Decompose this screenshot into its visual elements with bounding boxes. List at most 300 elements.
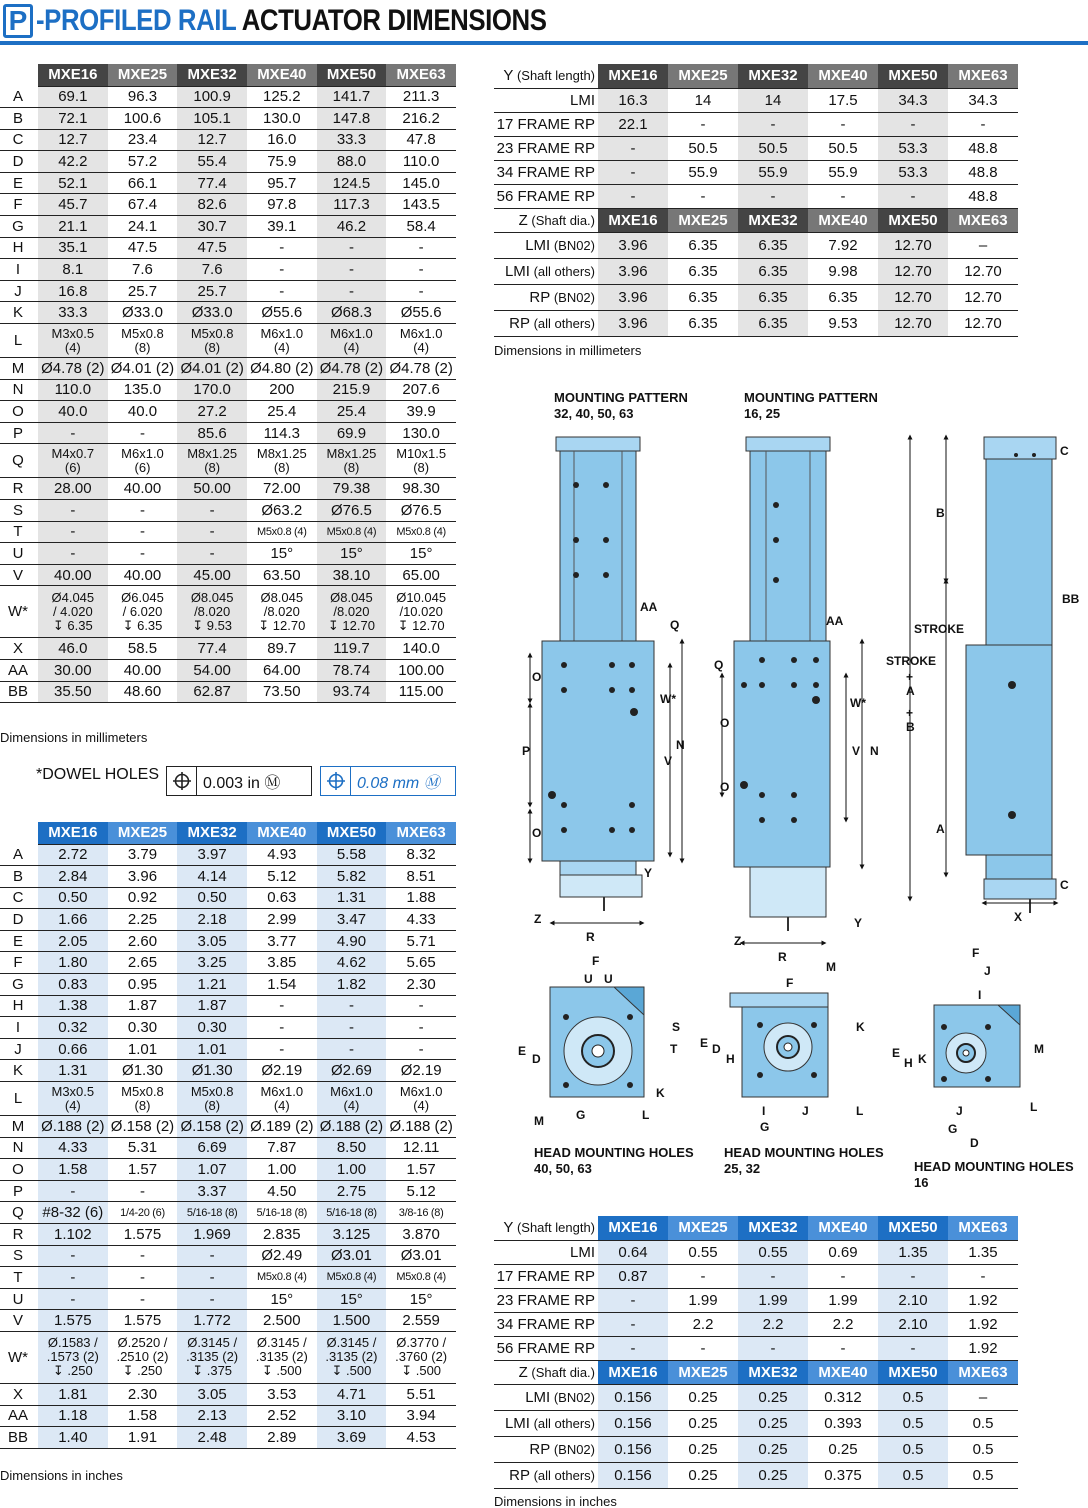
table-cell: 0.50 bbox=[38, 887, 108, 909]
table-cell: - bbox=[177, 521, 247, 543]
table-cell: T bbox=[0, 521, 38, 543]
table-cell: 1.92 bbox=[948, 1288, 1018, 1312]
corner-cell bbox=[0, 64, 38, 86]
table-cell: 0.55 bbox=[738, 1240, 808, 1264]
row-label bbox=[494, 1462, 598, 1488]
table-cell: 55.9 bbox=[738, 160, 808, 184]
table-cell: K bbox=[0, 302, 38, 324]
header-cell: MXE25 bbox=[668, 1360, 738, 1384]
table-cell: M5x0.8 (4) bbox=[386, 1267, 456, 1289]
table-cell: I bbox=[0, 1017, 38, 1039]
table-cell: G bbox=[0, 974, 38, 996]
table-cell: - bbox=[948, 1264, 1018, 1288]
table-cell: 56 FRAME RP bbox=[494, 184, 598, 208]
table-cell: - bbox=[108, 1288, 178, 1310]
table-cell: Ø63.2 bbox=[247, 500, 317, 522]
table-cell: 1.99 bbox=[738, 1288, 808, 1312]
table-cell: - bbox=[177, 1245, 247, 1267]
table-cell: 5.65 bbox=[386, 952, 456, 974]
table-cell: 48.8 bbox=[948, 136, 1018, 160]
tol-in-text: 0.003 in bbox=[203, 774, 260, 792]
table-cell: 38.10 bbox=[317, 564, 387, 586]
table-cell: 1.92 bbox=[948, 1336, 1018, 1360]
table-cell: 6.69 bbox=[177, 1137, 247, 1159]
table-cell: 2.2 bbox=[808, 1312, 878, 1336]
table-cell: LMI bbox=[494, 88, 598, 112]
table-cell: 216.2 bbox=[386, 108, 456, 130]
table-cell: 5.12 bbox=[247, 866, 317, 888]
table-cell: - bbox=[38, 1267, 108, 1289]
table-cell: 97.8 bbox=[247, 194, 317, 216]
table-row bbox=[494, 1312, 1018, 1336]
table-cell: M5x0.8 (4) bbox=[247, 1267, 317, 1289]
row-label bbox=[494, 1360, 598, 1384]
table-cell: 16.8 bbox=[38, 280, 108, 302]
table-cell: F bbox=[0, 194, 38, 216]
table-cell: 40.00 bbox=[108, 564, 178, 586]
table-cell: 15° bbox=[317, 543, 387, 565]
table-cell: - bbox=[878, 112, 948, 136]
table-cell: 12.70 bbox=[878, 232, 948, 258]
table-cell: 23.4 bbox=[108, 129, 178, 151]
table-cell: 4.62 bbox=[317, 952, 387, 974]
label-stroke: STROKE bbox=[914, 622, 965, 636]
label-q-1: Q bbox=[670, 618, 680, 632]
table-row bbox=[0, 379, 456, 401]
tolerance-frame-in bbox=[166, 766, 312, 796]
table-cell: 40.00 bbox=[108, 478, 178, 500]
header-cell: MXE25 bbox=[668, 1216, 738, 1240]
table-cell: 1.82 bbox=[317, 974, 387, 996]
table-cell: 28.00 bbox=[38, 478, 108, 500]
header-cell: MXE40 bbox=[247, 822, 317, 844]
table-cell: 75.9 bbox=[247, 151, 317, 173]
table-cell: D bbox=[0, 909, 38, 931]
actuator-view-1 bbox=[542, 437, 654, 911]
table-cell: 3.94 bbox=[386, 1405, 456, 1427]
table-cell: 1.772 bbox=[177, 1310, 247, 1332]
table-cell: 33.3 bbox=[38, 302, 108, 324]
table-cell: L bbox=[0, 324, 38, 358]
table-cell: - bbox=[598, 1336, 668, 1360]
table-row bbox=[0, 358, 456, 380]
table-cell: 47.5 bbox=[177, 237, 247, 259]
table-cell: 16.0 bbox=[247, 129, 317, 151]
table-cell: 88.0 bbox=[317, 151, 387, 173]
row-label bbox=[494, 1216, 598, 1240]
row-label bbox=[494, 284, 598, 310]
table-row bbox=[0, 974, 456, 996]
table-cell: 3.10 bbox=[317, 1405, 387, 1427]
table-cell: 63.50 bbox=[247, 564, 317, 586]
table-cell: Ø68.3 bbox=[317, 302, 387, 324]
table-row bbox=[494, 1264, 1018, 1288]
table-cell: 1.500 bbox=[317, 1310, 387, 1332]
table-row bbox=[0, 172, 456, 194]
table-cell: V bbox=[0, 564, 38, 586]
table-cell: Ø4.045 / 4.020 ↧ 6.35 bbox=[38, 586, 108, 638]
table-cell: 110.0 bbox=[38, 379, 108, 401]
table-row bbox=[0, 500, 456, 522]
table-cell: 53.3 bbox=[878, 160, 948, 184]
table-cell: – bbox=[948, 232, 1018, 258]
table-cell: Ø3.01 bbox=[317, 1245, 387, 1267]
table-row bbox=[0, 259, 456, 281]
table-cell: - bbox=[598, 136, 668, 160]
table-cell: 5/16-18 (8) bbox=[177, 1202, 247, 1224]
table-cell: Ø.158 (2) bbox=[177, 1116, 247, 1138]
title-blue: -PROFILED RAIL bbox=[36, 4, 236, 37]
table-cell: O bbox=[0, 1159, 38, 1181]
table-cell: 105.1 bbox=[177, 108, 247, 130]
dim-letter: Y bbox=[503, 1219, 514, 1237]
table-cell: C bbox=[0, 129, 38, 151]
table-cell: 95.7 bbox=[247, 172, 317, 194]
label-y-2: Y bbox=[854, 916, 863, 930]
table-cell: - bbox=[108, 1267, 178, 1289]
table-cell: 0.25 bbox=[808, 1436, 878, 1462]
table-cell: M5x0.8 (8) bbox=[108, 324, 178, 358]
table-cell: 55.9 bbox=[668, 160, 738, 184]
table-cell: Ø8.045 /8.020 ↧ 12.70 bbox=[247, 586, 317, 638]
header-row bbox=[0, 64, 456, 86]
table-cell: 34 FRAME RP bbox=[494, 1312, 598, 1336]
label-stroke-ab-3: A bbox=[906, 684, 915, 698]
table-cell: - bbox=[668, 112, 738, 136]
header-cell: MXE50 bbox=[317, 64, 387, 86]
table-cell: Ø6.045 / 6.020 ↧ 6.35 bbox=[108, 586, 178, 638]
table-cell: 14 bbox=[668, 88, 738, 112]
table-cell: 100.6 bbox=[108, 108, 178, 130]
header-row bbox=[0, 822, 456, 844]
table-cell: 100.00 bbox=[386, 659, 456, 681]
table-cell: 1.99 bbox=[668, 1288, 738, 1312]
table-cell: 69.1 bbox=[38, 86, 108, 108]
label-s-h1: S bbox=[672, 1020, 681, 1034]
table-cell: 0.55 bbox=[668, 1240, 738, 1264]
table-cell: 0.25 bbox=[738, 1410, 808, 1436]
table-cell: 2.835 bbox=[247, 1224, 317, 1246]
table-cell: 17.5 bbox=[808, 88, 878, 112]
table-row bbox=[0, 86, 456, 108]
table-cell: 2.30 bbox=[386, 974, 456, 996]
label-w-1: W* bbox=[660, 692, 676, 706]
table-cell: - bbox=[38, 422, 108, 444]
table-cell: 1.35 bbox=[948, 1240, 1018, 1264]
label-f-h3: F bbox=[972, 946, 980, 960]
table-cell: 55.4 bbox=[177, 151, 247, 173]
table-cell: 93.74 bbox=[317, 681, 387, 703]
label-g-h1: G bbox=[576, 1108, 586, 1122]
row-label-main: LMI bbox=[504, 1414, 530, 1432]
table-cell: 200 bbox=[247, 379, 317, 401]
table-cell: 16.3 bbox=[598, 88, 668, 112]
table-row bbox=[0, 1017, 456, 1039]
table-row bbox=[0, 1427, 456, 1449]
table-cell: 2.60 bbox=[108, 930, 178, 952]
label-m-h3: M bbox=[1034, 1042, 1044, 1056]
table-row bbox=[0, 930, 456, 952]
table-cell: 114.3 bbox=[247, 422, 317, 444]
table-cell: 0.5 bbox=[878, 1462, 948, 1488]
table-cell: T bbox=[0, 1267, 38, 1289]
table-cell: 4.33 bbox=[38, 1137, 108, 1159]
table-cell: 2.52 bbox=[247, 1405, 317, 1427]
label-h-h3: H bbox=[904, 1056, 913, 1070]
table-cell: 2.99 bbox=[247, 909, 317, 931]
table-cell: 2.18 bbox=[177, 909, 247, 931]
table-cell: 1.58 bbox=[108, 1405, 178, 1427]
header-cell: MXE32 bbox=[738, 208, 808, 232]
table-row bbox=[0, 887, 456, 909]
table-cell: 0.69 bbox=[808, 1240, 878, 1264]
table-cell: 4.33 bbox=[386, 909, 456, 931]
table-cell: LMI bbox=[494, 1240, 598, 1264]
table-cell: 15° bbox=[386, 1288, 456, 1310]
header-rule bbox=[0, 41, 1088, 45]
table-cell: 125.2 bbox=[247, 86, 317, 108]
dim-letter: Z bbox=[518, 1363, 528, 1381]
table-row bbox=[0, 151, 456, 173]
dimension-table-mm bbox=[0, 64, 456, 703]
actuator-drawing bbox=[494, 375, 1088, 1205]
table-cell: 0.25 bbox=[738, 1462, 808, 1488]
table-row bbox=[0, 108, 456, 130]
table-cell: 1.88 bbox=[386, 887, 456, 909]
position-icon bbox=[167, 767, 197, 795]
header-cell: MXE63 bbox=[948, 1216, 1018, 1240]
table-cell: H bbox=[0, 237, 38, 259]
table-cell: - bbox=[808, 112, 878, 136]
table-cell: 52.1 bbox=[38, 172, 108, 194]
table-cell: Ø4.78 (2) bbox=[386, 358, 456, 380]
table-cell: 0.63 bbox=[247, 887, 317, 909]
table-row bbox=[0, 564, 456, 586]
table-cell: 1.102 bbox=[38, 1224, 108, 1246]
table-cell: 12.70 bbox=[948, 258, 1018, 284]
table-cell: AA bbox=[0, 659, 38, 681]
table-cell: 3.96 bbox=[598, 258, 668, 284]
table-cell: 130.0 bbox=[247, 108, 317, 130]
table-cell: - bbox=[808, 1336, 878, 1360]
header-cell: MXE40 bbox=[808, 64, 878, 88]
table-cell: U bbox=[0, 543, 38, 565]
dim-sub: (Shaft length) bbox=[513, 1220, 595, 1236]
table-cell: L bbox=[0, 1082, 38, 1116]
table-cell: Ø8.045 /8.020 ↧ 9.53 bbox=[177, 586, 247, 638]
label-c-top: C bbox=[1060, 444, 1069, 458]
table-cell: 0.5 bbox=[878, 1410, 948, 1436]
table-cell: 2.13 bbox=[177, 1405, 247, 1427]
table-cell: 50.5 bbox=[808, 136, 878, 160]
table-cell: - bbox=[878, 1264, 948, 1288]
table-cell: D bbox=[0, 151, 38, 173]
table-cell: 5.71 bbox=[386, 930, 456, 952]
table-row bbox=[494, 284, 1018, 310]
table-cell: 7.6 bbox=[177, 259, 247, 281]
table-cell: 3.37 bbox=[177, 1180, 247, 1202]
header-cell: MXE25 bbox=[668, 64, 738, 88]
head-view-2 bbox=[730, 993, 828, 1097]
table-cell: Ø.188 (2) bbox=[317, 1116, 387, 1138]
table-cell: 1.575 bbox=[108, 1310, 178, 1332]
table-row bbox=[0, 401, 456, 423]
table-row bbox=[494, 1336, 1018, 1360]
table-row bbox=[0, 681, 456, 703]
row-label bbox=[494, 208, 598, 232]
table-cell: - bbox=[38, 1180, 108, 1202]
table-cell: 22.1 bbox=[598, 112, 668, 136]
table-cell: 4.53 bbox=[386, 1427, 456, 1449]
table-cell: 135.0 bbox=[108, 379, 178, 401]
label-n-2: N bbox=[870, 744, 879, 758]
table-cell: - bbox=[108, 1245, 178, 1267]
header-cell: MXE32 bbox=[738, 1360, 808, 1384]
table-cell: 2.48 bbox=[177, 1427, 247, 1449]
table-row bbox=[0, 1082, 456, 1116]
table-cell: 34.3 bbox=[878, 88, 948, 112]
header-cell: MXE16 bbox=[598, 1216, 668, 1240]
header-cell: MXE50 bbox=[878, 1360, 948, 1384]
note-mm: Dimensions in millimeters bbox=[0, 730, 148, 745]
table-cell: 6.35 bbox=[738, 232, 808, 258]
header-cell: MXE63 bbox=[948, 64, 1018, 88]
table-cell: 117.3 bbox=[317, 194, 387, 216]
table-cell: M5x0.8 (4) bbox=[247, 521, 317, 543]
mmc-symbol: Ⓜ bbox=[264, 774, 281, 792]
header-cell: MXE40 bbox=[808, 1216, 878, 1240]
table-cell: 12.7 bbox=[177, 129, 247, 151]
table-cell: 73.50 bbox=[247, 681, 317, 703]
label-r-1: R bbox=[586, 930, 595, 944]
table-cell: 0.25 bbox=[668, 1384, 738, 1410]
table-cell: Ø4.01 (2) bbox=[177, 358, 247, 380]
table-cell: 72.00 bbox=[247, 478, 317, 500]
table-cell: Ø33.0 bbox=[177, 302, 247, 324]
table-row bbox=[494, 160, 1018, 184]
table-cell: U bbox=[0, 1288, 38, 1310]
table-cell: 67.4 bbox=[108, 194, 178, 216]
table-row bbox=[0, 586, 456, 638]
table-cell: 2.2 bbox=[738, 1312, 808, 1336]
table-cell: 1.18 bbox=[38, 1405, 108, 1427]
header-cell: MXE25 bbox=[108, 822, 178, 844]
table-row bbox=[0, 1060, 456, 1082]
row-label-sub: (all others) bbox=[529, 1415, 595, 1431]
table-cell: 0.5 bbox=[948, 1410, 1018, 1436]
table-cell: 96.3 bbox=[108, 86, 178, 108]
table-cell: M3x0.5 (4) bbox=[38, 1082, 108, 1116]
table-cell: - bbox=[386, 237, 456, 259]
table-row bbox=[0, 1224, 456, 1246]
table-cell: Ø8.045 /8.020 ↧ 12.70 bbox=[317, 586, 387, 638]
table-cell: 98.30 bbox=[386, 478, 456, 500]
table-cell: 0.64 bbox=[598, 1240, 668, 1264]
table-cell: - bbox=[108, 543, 178, 565]
table-cell: - bbox=[808, 184, 878, 208]
label-n-1: N bbox=[676, 738, 685, 752]
table-cell: 1.81 bbox=[38, 1383, 108, 1405]
table-cell: - bbox=[598, 184, 668, 208]
label-stroke-ab-4: + bbox=[906, 706, 914, 720]
table-cell: 207.6 bbox=[386, 379, 456, 401]
table-cell: 9.98 bbox=[808, 258, 878, 284]
table-cell: 8.1 bbox=[38, 259, 108, 281]
table-cell: 0.156 bbox=[598, 1462, 668, 1488]
label-stroke-ab-2: + bbox=[906, 670, 914, 684]
row-label-main: LMI bbox=[525, 236, 551, 254]
table-cell: 12.70 bbox=[878, 310, 948, 336]
label-v-1: V bbox=[664, 754, 673, 768]
table-cell: Ø55.6 bbox=[386, 302, 456, 324]
table-cell: 9.53 bbox=[808, 310, 878, 336]
table-cell: – bbox=[948, 1384, 1018, 1410]
table-cell: 1.01 bbox=[108, 1038, 178, 1060]
label-l-h1: L bbox=[642, 1108, 650, 1122]
table-cell: 2.72 bbox=[38, 844, 108, 866]
label-a: A bbox=[936, 822, 945, 836]
table-row bbox=[494, 1384, 1018, 1410]
table-cell: X bbox=[0, 638, 38, 660]
table-cell: 62.87 bbox=[177, 681, 247, 703]
table-cell: 1.575 bbox=[108, 1224, 178, 1246]
table-row bbox=[0, 216, 456, 238]
table-row bbox=[494, 1240, 1018, 1264]
table-cell: 55.9 bbox=[808, 160, 878, 184]
table-cell: 15° bbox=[247, 1288, 317, 1310]
table-cell: 3.69 bbox=[317, 1427, 387, 1449]
table-cell: - bbox=[317, 280, 387, 302]
table-row bbox=[0, 1331, 456, 1383]
label-r-2: R bbox=[778, 950, 787, 964]
table-cell: - bbox=[38, 1245, 108, 1267]
table-cell: Ø1.30 bbox=[177, 1060, 247, 1082]
table-cell: W* bbox=[0, 586, 38, 638]
table-cell: Ø.189 (2) bbox=[247, 1116, 317, 1138]
table-cell: 30.00 bbox=[38, 659, 108, 681]
table-row bbox=[0, 1405, 456, 1427]
table-cell: 3.85 bbox=[247, 952, 317, 974]
table-cell: - bbox=[177, 1267, 247, 1289]
table-cell: 0.66 bbox=[38, 1038, 108, 1060]
table-cell: 48.8 bbox=[948, 184, 1018, 208]
head-view-3 bbox=[934, 1005, 1020, 1087]
table-row bbox=[0, 1202, 456, 1224]
label-k-h2: K bbox=[856, 1020, 865, 1034]
hm1-title-2: 40, 50, 63 bbox=[534, 1161, 592, 1176]
table-cell: 6.35 bbox=[668, 258, 738, 284]
table-cell: 1.58 bbox=[38, 1159, 108, 1181]
label-o-1b: O bbox=[532, 826, 542, 840]
table-cell: - bbox=[38, 500, 108, 522]
table-row bbox=[0, 129, 456, 151]
label-b: B bbox=[936, 506, 945, 520]
table-cell: 1.00 bbox=[247, 1159, 317, 1181]
table-cell: 6.35 bbox=[668, 310, 738, 336]
table-cell: 130.0 bbox=[386, 422, 456, 444]
label-g-h2: G bbox=[760, 1120, 770, 1134]
table-cell: M8x1.25 (8) bbox=[247, 444, 317, 478]
table-cell: 147.8 bbox=[317, 108, 387, 130]
table-row bbox=[494, 1288, 1018, 1312]
header-cell: MXE16 bbox=[598, 1360, 668, 1384]
table-cell: - bbox=[38, 1288, 108, 1310]
table-row bbox=[0, 422, 456, 444]
header-cell: MXE32 bbox=[738, 1216, 808, 1240]
table-cell: Ø55.6 bbox=[247, 302, 317, 324]
label-y-1: Y bbox=[644, 866, 653, 880]
table-cell: 34 FRAME RP bbox=[494, 160, 598, 184]
